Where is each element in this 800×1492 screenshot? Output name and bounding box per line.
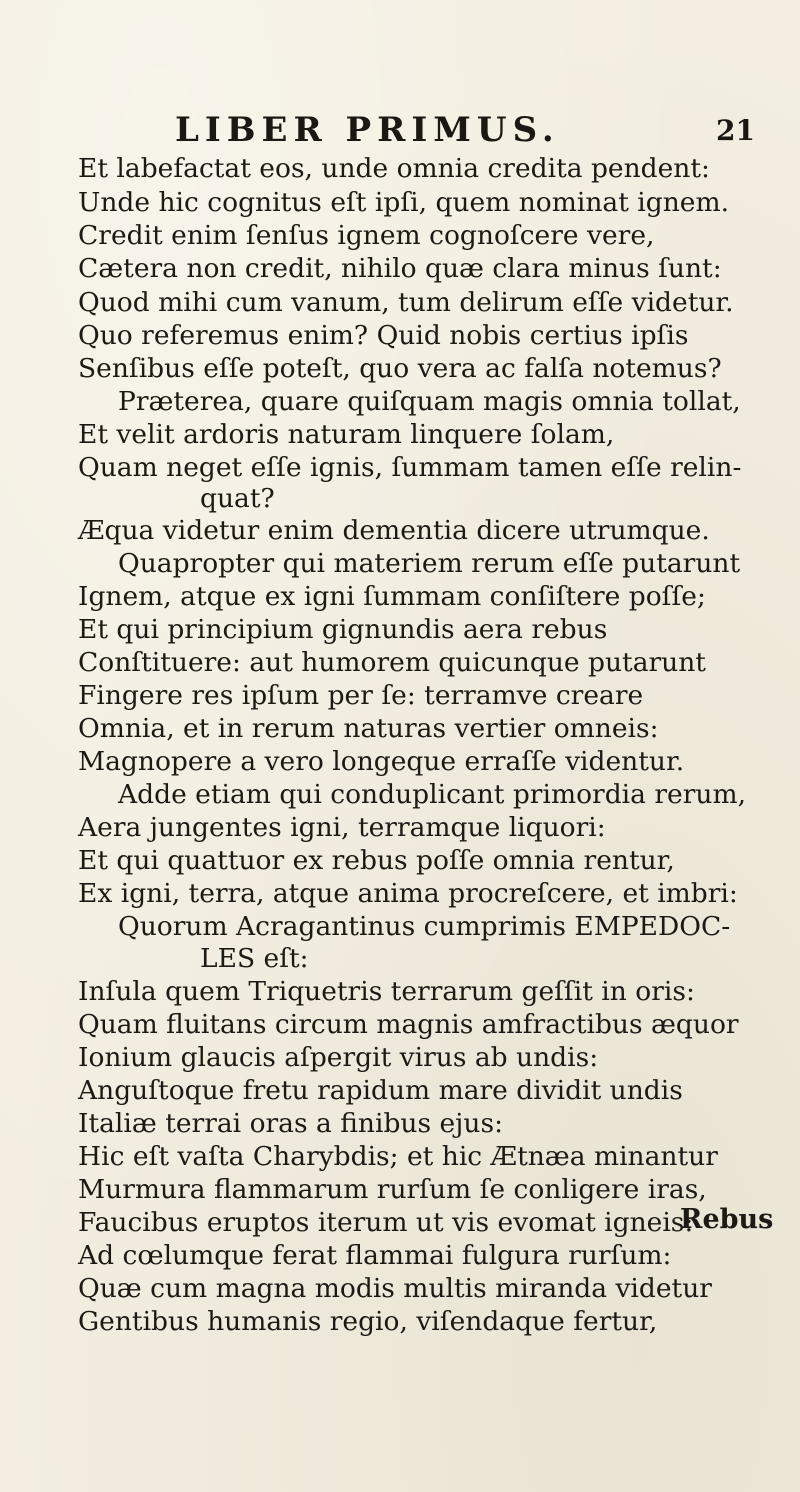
verse-line: Ionium glaucis aſpergit virus ab undis: <box>78 1042 599 1073</box>
verse-line: Gentibus humanis regio, viſendaque fertur, <box>78 1306 658 1337</box>
page-number: 21 <box>716 114 755 147</box>
verse-line: Æqua videtur enim dementia dicere utrumque. <box>78 515 710 546</box>
verse-line: Ex igni, terra, atque anima procreſcere, et imbri: <box>78 878 738 909</box>
verse-line: Anguſtoque fretu rapidum mare dividit undis <box>78 1075 683 1106</box>
verse-line: Magnopere a vero longeque erraſſe videntur. <box>78 746 685 777</box>
verse-line: Ad cœlumque ferat flammai fulgura rurſum: <box>78 1240 672 1271</box>
verse-line: Aera jungentes igni, terramque liquori: <box>78 812 606 843</box>
verse-line: Quam fluitans circum magnis amfractibus æquor <box>78 1009 739 1040</box>
verse-line: Præterea, quare quiſquam magis omnia tollat, <box>118 386 741 417</box>
verse-line: Faucibus eruptos iterum ut vis evomat igneis: <box>78 1207 694 1238</box>
verse-line: Omnia, et in rerum naturas vertier omneis: <box>78 713 659 744</box>
verse-line: Fingere res ipſum per ſe: terramve creare <box>78 680 644 711</box>
verse-line: LES eſt: <box>200 943 309 974</box>
verse-line: Quorum Acragantinus cumprimis EMPEDOC- <box>118 911 731 942</box>
verse-line: Et qui quattuor ex rebus poſſe omnia rentur, <box>78 845 675 876</box>
verse-line: Et qui principium gignundis aera rebus <box>78 614 608 645</box>
page-header <box>0 110 800 150</box>
verse-line: Credit enim ſenſus ignem cognoſcere vere, <box>78 220 655 251</box>
verse-line: Unde hic cognitus eſt ipſi, quem nominat ignem. <box>78 187 730 218</box>
verse-line: Murmura flammarum rurſum ſe conligere iras, <box>78 1174 707 1205</box>
verse-line: Adde etiam qui conduplicant primordia rerum, <box>118 779 747 810</box>
verse-line: Italiæ terrai oras a finibus ejus: <box>78 1108 503 1139</box>
verse-line: Ignem, atque ex igni ſummam conſiſtere poſſe; <box>78 581 706 612</box>
verse-line: Hic eſt vaſta Charybdis; et hic Ætnæa minantur <box>78 1141 718 1172</box>
verse-line: Quam neget eſſe ignis, ſummam tamen eſſe relin- <box>78 452 742 483</box>
verse-line: Quæ cum magna modis multis miranda videtur <box>78 1273 712 1304</box>
verse-line: Inſula quem Triquetris terrarum geſſit in oris: <box>78 976 695 1007</box>
catchword: Rebus <box>680 1204 774 1235</box>
verse-line: Quo referemus enim? Quid nobis certius ipſis <box>78 320 689 351</box>
verse-line: Et labefactat eos, unde omnia credita pendent: <box>78 153 710 184</box>
verse-line: Senſibus eſſe poteſt, quo vera ac falſa notemus? <box>78 353 722 384</box>
verse-line: Quod mihi cum vanum, tum delirum eſſe videtur. <box>78 287 734 318</box>
verse-line: Et velit ardoris naturam linquere ſolam, <box>78 419 615 450</box>
running-title: LIBER PRIMUS. <box>175 110 560 150</box>
verse-line: quat? <box>200 483 275 514</box>
verse-line: Quapropter qui materiem rerum eſſe putarunt <box>118 548 741 579</box>
verse-line: Cætera non credit, nihilo quæ clara minus ſunt: <box>78 253 722 284</box>
verse-line: Conſtituere: aut humorem quicunque putarunt <box>78 647 706 678</box>
